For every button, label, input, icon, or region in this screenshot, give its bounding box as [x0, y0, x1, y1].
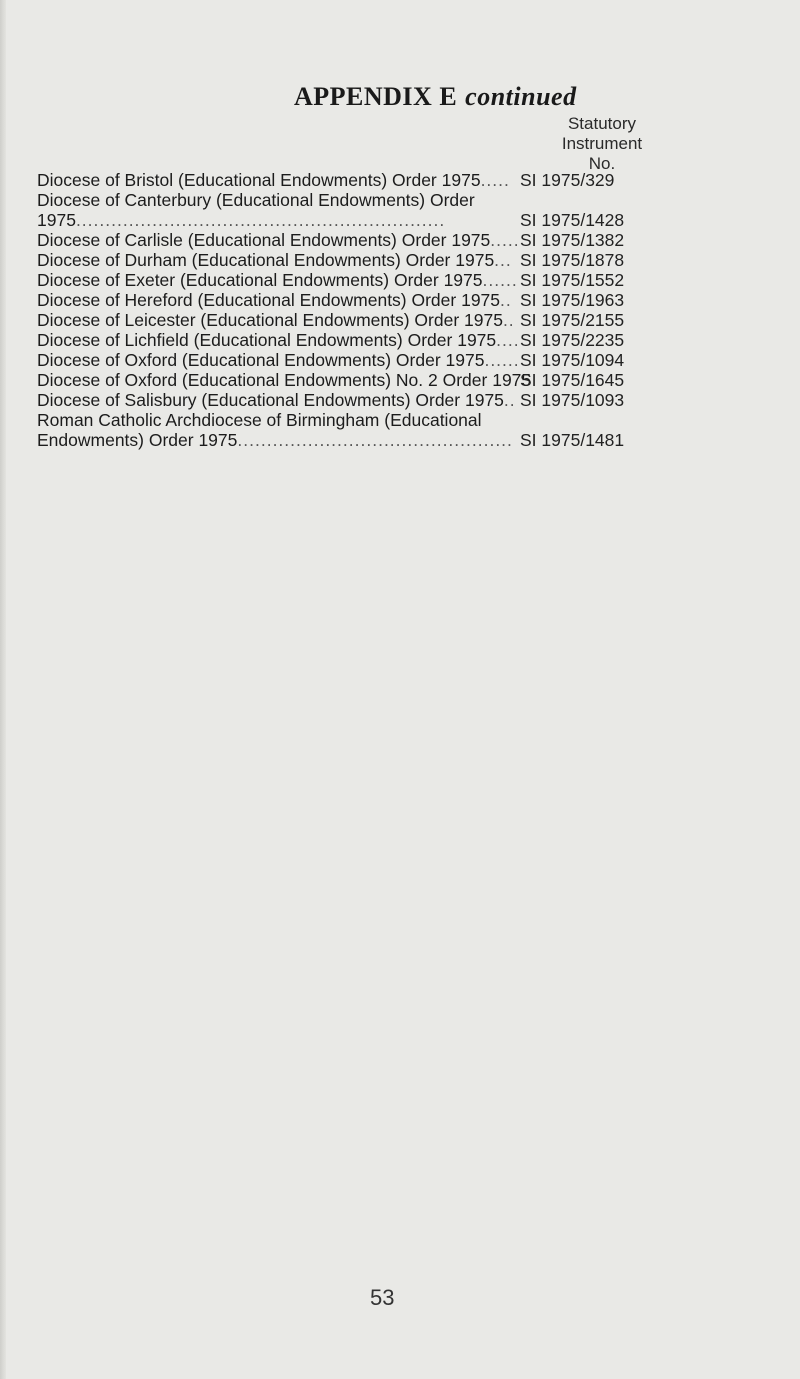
heading-main: APPENDIX E [294, 82, 458, 111]
entries-list [37, 170, 777, 450]
page-edge [0, 0, 6, 1379]
entry-si-number: SI 1975/1428 [520, 210, 625, 230]
entry-si-number: SI 1975/1878 [520, 250, 625, 270]
column-header-statutory-instrument [532, 114, 672, 174]
entry-row [37, 170, 777, 190]
entry-title: Diocese of Salisbury (Educational Endowments) Order 1975.. [37, 390, 516, 410]
heading-continued: continued [465, 82, 577, 111]
entry-title: Diocese of Oxford (Educational Endowments) Order 1975...... [37, 350, 520, 370]
entry-row [37, 270, 777, 290]
entry-si-number: SI 1975/1552 [520, 270, 625, 290]
entry-row [37, 350, 777, 370]
entry-title: Diocese of Carlisle (Educational Endowments) Order 1975..... [37, 230, 520, 250]
entry-si-number: SI 1975/2155 [520, 310, 625, 330]
entry-row [37, 250, 777, 270]
page-number: 53 [370, 1285, 395, 1310]
entry-si-number: SI 1975/1963 [520, 290, 625, 310]
entry-title: Endowments) Order 1975............................................... [37, 430, 513, 450]
entry-row [37, 330, 777, 350]
entry-row [37, 410, 777, 430]
entry-row [37, 430, 777, 450]
entry-si-number: SI 1975/2235 [520, 330, 625, 350]
entry-si-number: SI 1975/1481 [520, 430, 625, 450]
entry-row [37, 230, 777, 250]
entry-row [37, 290, 777, 310]
entry-row [37, 310, 777, 330]
entry-row [37, 390, 777, 410]
entry-title: Diocese of Durham (Educational Endowments) Order 1975... [37, 250, 512, 270]
entry-si-number: SI 1975/1093 [520, 390, 625, 410]
entry-si-number: SI 1975/1645 [520, 370, 625, 390]
page-heading [294, 82, 577, 112]
entry-si-number: SI 1975/1382 [520, 230, 625, 250]
entry-row [37, 370, 777, 390]
entry-title: Diocese of Exeter (Educational Endowments) Order 1975...... [37, 270, 518, 290]
entry-title: Roman Catholic Archdiocese of Birmingham (Educational [37, 410, 482, 430]
entry-title: Diocese of Hereford (Educational Endowments) Order 1975.. [37, 290, 512, 310]
entry-si-number: SI 1975/329 [520, 170, 615, 190]
column-header-line-1: Statutory [567, 114, 637, 133]
entry-title: Diocese of Lichfield (Educational Endowments) Order 1975.... [37, 330, 520, 350]
entry-title: Diocese of Oxford (Educational Endowments) No. 2 Order 1975 [37, 370, 532, 390]
entry-title: Diocese of Canterbury (Educational Endowments) Order [37, 190, 475, 210]
entry-title: Diocese of Leicester (Educational Endowments) Order 1975.. [37, 310, 515, 330]
entry-title: Diocese of Bristol (Educational Endowments) Order 1975..... [37, 170, 510, 190]
entry-row [37, 210, 777, 230]
entry-title: 1975............................................................... [37, 210, 446, 230]
column-header-line-2: Instrument [561, 134, 643, 153]
entry-row [37, 190, 777, 210]
column-header-line-3: No. [588, 154, 616, 173]
entry-si-number: SI 1975/1094 [520, 350, 625, 370]
